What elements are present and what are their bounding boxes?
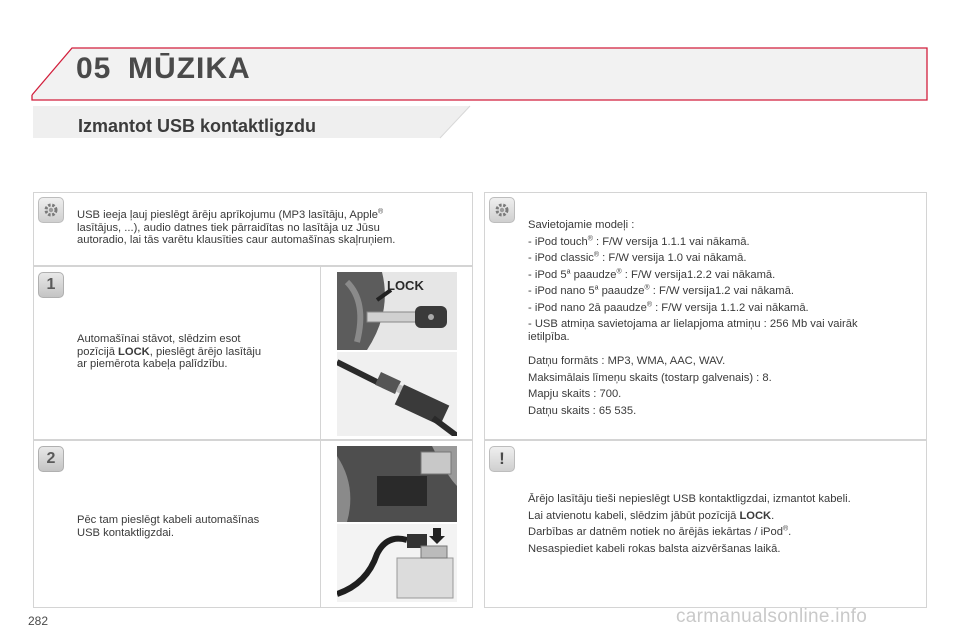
list-item-continuation: ietilpība.: [528, 330, 570, 343]
list-item: - iPod touch® : F/W versija 1.1.1 vai nākamā.: [528, 234, 750, 248]
chapter-number: 05: [76, 52, 112, 85]
ignition-key-image: [337, 272, 457, 350]
intro-text: USB ieeja ļauj pieslēgt ārēju aprīkojumu (MP3 lasītāju, Apple® lasītājus, ...), audio datnes tiek pārraidītas no lasītāja uz Jūsu autoradio, lai tās varētu klausīties caur automašīnas skaļruņiem.: [77, 208, 396, 246]
list-item: - USB atmiņa savietojama ar lielapjoma atmiņu : 256 Mb vai vairāk: [528, 318, 858, 330]
warning-text: Ārējo lasītāju tieši nepieslēgt USB kontaktligzdai, izmantot kabeli. Lai atvienotu kabeli, slēdzim jābūt pozīcijā LOCK. Darbības ar datnēm notiek no ārējās iekārtas / iPod®. Nesaspiediet kabeli rokas balsta aizvēršanas laikā.: [528, 493, 851, 555]
list-item: - iPod nano 2ā paaudze® : F/W versija 1.1.2 vai nākamā.: [528, 300, 809, 314]
gear-icon: [489, 197, 515, 223]
gear-icon: [38, 197, 64, 223]
compat-heading: Savietojamie modeļi :: [528, 219, 635, 231]
files-line: Datņu skaits : 65 535.: [528, 404, 637, 417]
max-levels-line: Maksimālais līmeņu skaits (tostarp galvenais) : 8.: [528, 371, 772, 384]
step1-number-badge: 1: [38, 272, 64, 298]
step2-text: Pēc tam pieslēgt kabeli automašīnas USB kontaktligzdai.: [77, 514, 260, 539]
armrest-image: [337, 446, 457, 522]
usb-socket-image: [337, 524, 457, 602]
step2-number-badge: 2: [38, 446, 64, 472]
formats-line: Datņu formāts : MP3, WMA, AAC, WAV.: [528, 355, 726, 367]
compat-text: [528, 219, 920, 421]
step1-text: Automašīnai stāvot, slēdzim esot pozīcijā LOCK, pieslēgt ārējo lasītāju ar piemērota kabeļa palīdzību.: [77, 333, 262, 370]
list-item: - iPod nano 5$^a$ paaudze® : F/W versija1.2 vai nākamā.: [528, 284, 794, 297]
folders-line: Mapju skaits : 700.: [528, 388, 622, 400]
step2-divider: [320, 440, 321, 608]
list-item: - iPod 5$^a$ paaudze® : F/W versija1.2.2 vai nākamā.: [528, 267, 776, 281]
usb-cable-image: [337, 352, 457, 436]
watermark: carmanualsonline.info: [676, 606, 868, 627]
lock-label: LOCK: [387, 278, 424, 293]
list-item: - iPod classic® : F/W versija 1.0 vai nākamā.: [528, 251, 747, 264]
page-number: 282: [28, 614, 49, 628]
step1-divider: [320, 266, 321, 440]
chapter-title: MŪZIKA: [128, 52, 251, 85]
section-title: Izmantot USB kontaktligzdu: [78, 116, 316, 136]
warning-icon: !: [489, 446, 515, 472]
